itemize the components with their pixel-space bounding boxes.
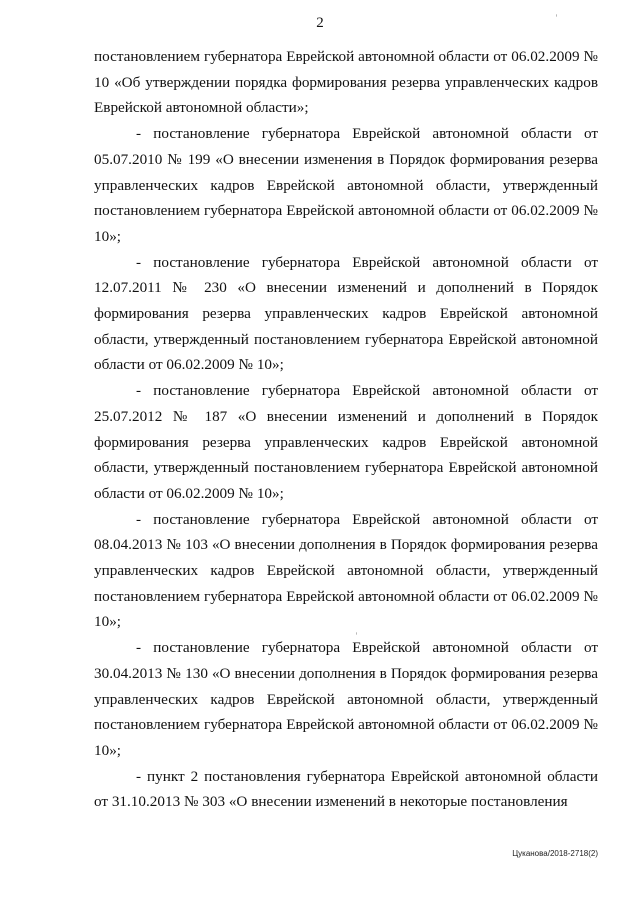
paragraph: - постановление губернатора Еврейской автономной области от 05.07.2010 № 199 «О внесении изменения в Порядок формирования резерва управленческих кадров Еврейской автономной области, утвержденный постановлением губернатора Еврейской автономной области от 06.02.2009 № 10»;: [94, 125, 598, 245]
paragraph: - постановление губернатора Еврейской автономной области от 12.07.2011 № 230 «О внесении изменений и дополнений в Порядок формирования резерва управленческих кадров Еврейской автономной области, утвержденный постановлением губернатора Еврейской автономной области от 06.02.2009 № 10»;: [94, 253, 598, 374]
paragraph: - постановление губернатора Еврейской автономной области от 25.07.2012 № 187 «О внесении изменений и дополнений в Порядок формирования резерва управленческих кадров Еврейской автономной области, утвержденный постановлением губернатора Еврейской автономной области от 06.02.2009 № 10»;: [94, 382, 598, 502]
scan-speck: [556, 14, 557, 17]
document-body: [94, 44, 598, 815]
paragraph: постановлением губернатора Еврейской автономной области от 06.02.2009 № 10 «Об утверждении порядка формирования резерва управленческих кадров Еврейской автономной области»;: [94, 48, 598, 117]
paragraph: - пункт 2 постановления губернатора Еврейской автономной области от 31.10.2013 № 303 «О внесении изменений в некоторые постановления: [94, 767, 598, 811]
document-registration-code: Цуканова/2018-2718(2): [512, 849, 598, 858]
scan-speck: [356, 632, 357, 635]
paragraph: - постановление губернатора Еврейской автономной области от 30.04.2013 № 130 «О внесении дополнения в Порядок формирования резерва управленческих кадров Еврейской автономной области, утвержденный постановлением губернатора Еврейской автономной области от 06.02.2009 № 10»;: [94, 639, 598, 759]
page-number: 2: [316, 15, 324, 31]
paragraph: - постановление губернатора Еврейской автономной области от 08.04.2013 № 103 «О внесении дополнения в Порядок формирования резерва управленческих кадров Еврейской автономной области, утвержденный постановлением губернатора Еврейской автономной области от 06.02.2009 № 10»;: [94, 510, 598, 631]
